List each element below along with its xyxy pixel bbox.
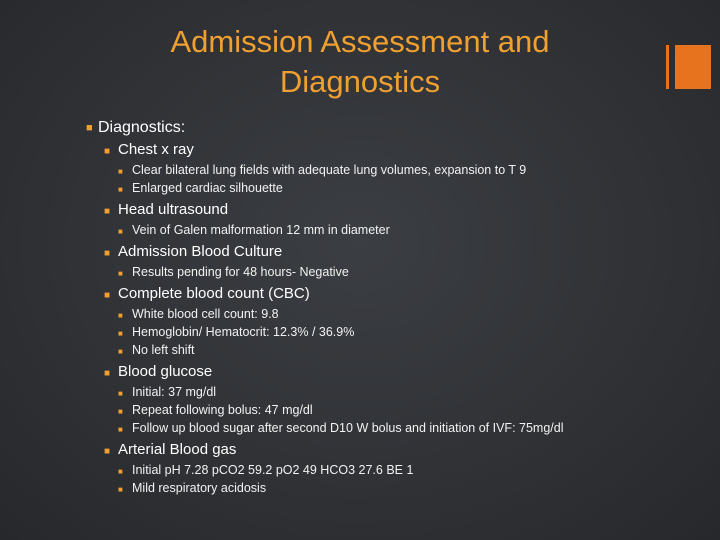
list-item-text: Repeat following bolus: 47 mg/dl	[132, 403, 313, 417]
section-label: Admission Blood Culture	[118, 243, 283, 260]
square-bullet-icon: ■	[118, 227, 123, 236]
list-item-text: Results pending for 48 hours- Negative	[132, 265, 349, 279]
list-item	[118, 161, 626, 179]
section-label: Complete blood count (CBC)	[118, 285, 310, 302]
section-items	[118, 221, 626, 239]
list-item-text: Follow up blood sugar after second D10 W bolus and initiation of IVF: 75mg/dl	[132, 421, 564, 435]
section-list	[86, 140, 626, 497]
accent-bar-thin	[666, 45, 669, 89]
section-label: Head ultrasound	[118, 201, 229, 218]
square-bullet-icon: ■	[104, 446, 111, 457]
section-label: Chest x ray	[118, 141, 194, 158]
list-item	[118, 221, 626, 239]
section-bullet	[104, 362, 626, 381]
list-item-text: Enlarged cardiac silhouette	[132, 181, 283, 195]
title-line-1: Admission Assessment and	[170, 24, 550, 59]
section-items	[118, 305, 626, 359]
list-item	[118, 401, 626, 419]
square-bullet-icon: ■	[118, 467, 123, 476]
accent-bar-thick	[675, 45, 711, 89]
heading-bullet	[86, 118, 626, 137]
list-item-text: No left shift	[132, 343, 195, 357]
section-bullet	[104, 242, 626, 261]
square-bullet-icon: ■	[118, 425, 123, 434]
list-item	[118, 461, 626, 479]
section-bullet	[104, 140, 626, 159]
list-item	[118, 263, 626, 281]
section-label: Arterial Blood gas	[118, 441, 237, 458]
list-item-text: Vein of Galen malformation 12 mm in diameter	[132, 223, 390, 237]
section-items	[118, 161, 626, 197]
square-bullet-icon: ■	[86, 122, 93, 134]
list-item-text: Mild respiratory acidosis	[132, 481, 267, 495]
list-item-text: White blood cell count: 9.8	[132, 307, 279, 321]
list-item	[118, 305, 626, 323]
square-bullet-icon: ■	[104, 368, 111, 379]
list-item-text: Initial pH 7.28 pCO2 59.2 pO2 49 HCO3 27.6 BE 1	[132, 463, 414, 477]
list-item	[118, 341, 626, 359]
list-item-text: Initial: 37 mg/dl	[132, 385, 217, 399]
list-item	[118, 479, 626, 497]
section-items	[118, 383, 626, 437]
square-bullet-icon: ■	[118, 269, 123, 278]
square-bullet-icon: ■	[118, 311, 123, 320]
title-line-2: Diagnostics	[279, 64, 441, 99]
section-label: Blood glucose	[118, 363, 213, 380]
square-bullet-icon: ■	[104, 290, 111, 301]
square-bullet-icon: ■	[118, 347, 123, 356]
section-items	[118, 461, 626, 497]
section-bullet	[104, 440, 626, 459]
section-items	[118, 263, 626, 281]
section-bullet	[104, 200, 626, 219]
square-bullet-icon: ■	[118, 389, 123, 398]
list-item-text: Hemoglobin/ Hematocrit: 12.3% / 36.9%	[132, 325, 355, 339]
square-bullet-icon: ■	[118, 329, 123, 338]
list-item	[118, 179, 626, 197]
slide-title	[80, 22, 640, 102]
square-bullet-icon: ■	[118, 407, 123, 416]
list-item	[118, 323, 626, 341]
slide-content	[86, 118, 626, 500]
square-bullet-icon: ■	[118, 185, 123, 194]
section-bullet	[104, 284, 626, 303]
square-bullet-icon: ■	[118, 167, 123, 176]
list-item	[118, 419, 626, 437]
heading-text: Diagnostics:	[98, 119, 186, 136]
list-item-text: Clear bilateral lung fields with adequate lung volumes, expansion to T 9	[132, 163, 527, 177]
square-bullet-icon: ■	[104, 248, 111, 259]
square-bullet-icon: ■	[104, 146, 111, 157]
list-item	[118, 383, 626, 401]
square-bullet-icon: ■	[118, 485, 123, 494]
square-bullet-icon: ■	[104, 206, 111, 217]
